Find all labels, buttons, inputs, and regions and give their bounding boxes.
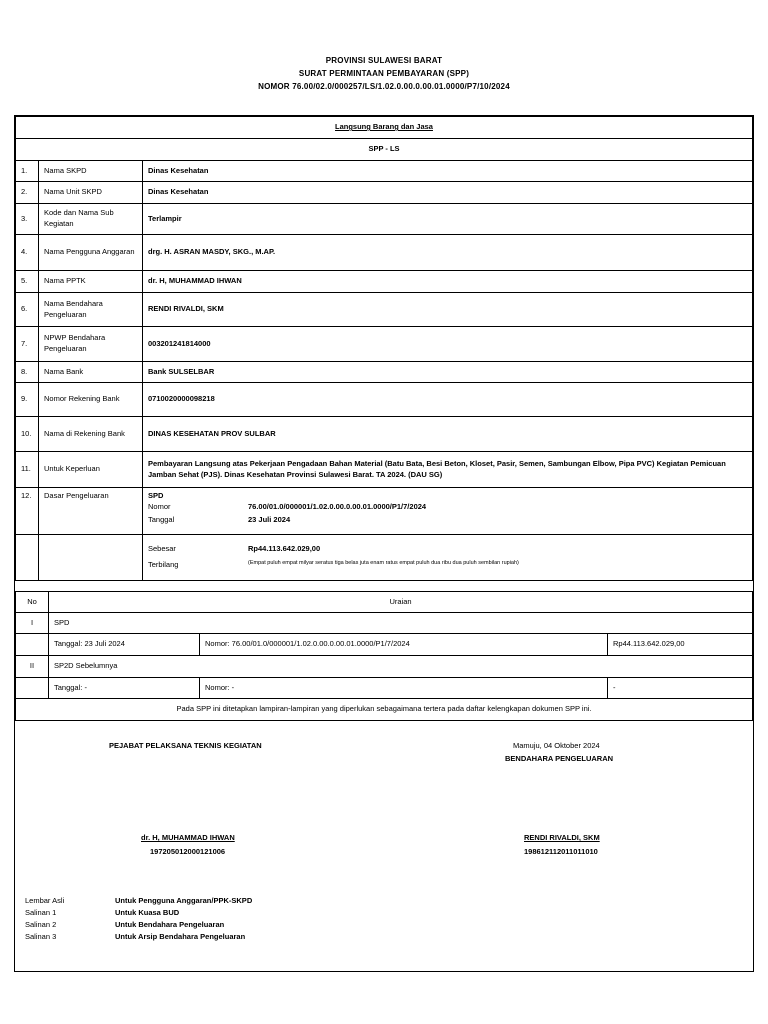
copy-purpose: Untuk Arsip Bendahara Pengeluaran (115, 932, 246, 941)
copy-label: Lembar Asli (25, 896, 65, 905)
copy-label: Salinan 2 (25, 920, 57, 929)
header-number: NOMOR 76.00/02.0/000257/LS/1.02.0.00.0.00.01.0000/P7/10/2024 (258, 82, 510, 91)
spd-nomor-value: 76.00/01.0/000001/1.02.0.00.0.00.01.0000/P1/7/2024 (248, 501, 427, 511)
row-label: Nama Unit SKPD (39, 182, 143, 204)
dasar-pengeluaran-row (16, 488, 753, 535)
row-number: 1. (16, 161, 39, 182)
doc-subtitle: SPP - LS (16, 139, 753, 161)
table-row (16, 362, 753, 383)
table-row (16, 613, 753, 634)
document-frame (14, 115, 754, 972)
row-value: DINAS KESEHATAN PROV SULBAR (143, 417, 753, 452)
place-date: Mamuju, 04 Oktober 2024 (513, 741, 600, 750)
row-value: Dinas Kesehatan (143, 182, 753, 204)
row-number: 7. (16, 327, 39, 362)
sebesar-value: Rp44.113.642.029,00 (248, 544, 321, 554)
spd-tanggal-value: 23 Juli 2024 (248, 514, 291, 524)
table-row (16, 383, 753, 417)
spd-tanggal-label: Tanggal (148, 514, 175, 524)
left-signatory-name: dr. H, MUHAMMAD IHWAN (141, 833, 235, 842)
copy-label: Salinan 3 (25, 932, 57, 941)
table-row (16, 204, 753, 235)
row-label: Nomor Rekening Bank (39, 383, 143, 417)
row-label: Nama SKPD (39, 161, 143, 182)
table-row (16, 417, 753, 452)
spd-nomor: Nomor: 76.00/01.0/000001/1.02.0.00.0.00.01.0000/P1/7/2024 (200, 634, 608, 656)
copy-purpose: Untuk Kuasa BUD (115, 908, 180, 917)
row-value: dr. H, MUHAMMAD IHWAN (143, 271, 753, 293)
header-title: SURAT PERMINTAAN PEMBAYARAN (SPP) (298, 69, 470, 78)
table-row (16, 452, 753, 488)
section-number: II (16, 656, 49, 678)
table-row (16, 271, 753, 293)
table-row (16, 293, 753, 327)
header-province: PROVINSI SULAWESI BARAT (325, 56, 443, 65)
row-label: Dasar Pengeluaran (39, 488, 143, 535)
spd-tanggal: Tanggal: 23 Juli 2024 (49, 634, 200, 656)
row-number: 8. (16, 362, 39, 383)
table-row (16, 182, 753, 204)
copy-distribution (25, 896, 252, 941)
uraian-table (15, 591, 753, 721)
row-label: Nama di Rekening Bank (39, 417, 143, 452)
table-row (16, 161, 753, 182)
row-value: drg. H. ASRAN MASDY, SKG., M.AP. (143, 235, 753, 271)
column-header-no: No (16, 592, 49, 613)
row-number: 4. (16, 235, 39, 271)
doc-type-title: Langsung Barang dan Jasa (16, 117, 753, 139)
right-signatory-title: BENDAHARA PENGELUARAN (505, 754, 614, 763)
row-number: 5. (16, 271, 39, 293)
spd-nomor-label: Nomor (148, 501, 171, 511)
sp2d-amount: - (608, 678, 753, 699)
table-row (16, 634, 753, 656)
table-row (16, 656, 753, 678)
column-header-uraian: Uraian (49, 592, 753, 613)
row-number: 9. (16, 383, 39, 417)
copy-label: Salinan 1 (25, 908, 57, 917)
copy-purpose: Untuk Bendahara Pengeluaran (115, 920, 225, 929)
row-number: 12. (16, 488, 39, 535)
sp2d-nomor: Nomor: - (200, 678, 608, 699)
spd-amount: Rp44.113.642.029,00 (608, 634, 753, 656)
row-label: Nama PPTK (39, 271, 143, 293)
row-label: Untuk Keperluan (39, 452, 143, 488)
copy-purpose: Untuk Pengguna Anggaran/PPK-SKPD (115, 896, 253, 905)
row-label: Nama Pengguna Anggaran (39, 235, 143, 271)
row-number: 6. (16, 293, 39, 327)
table-row (16, 678, 753, 699)
row-value: Pembayaran Langsung atas Pekerjaan Pengadaan Bahan Material (Batu Bata, Besi Beton, Kloset, Pasir, Semen, Sambungan Elbow, Pipa PVC) Kegiatan Pemicuan Jamban Sehat (PJS). Dinas Kesehatan Provinsi Sulawesi Barat. TA 2024. (DAU SG) (143, 452, 753, 488)
row-label: Nama Bank (39, 362, 143, 383)
left-signatory-title: PEJABAT PELAKSANA TEKNIS KEGIATAN (109, 741, 262, 750)
amount-row (16, 535, 753, 581)
row-value: 0710020000098218 (143, 383, 753, 417)
row-label: Nama Bendahara Pengeluaran (39, 293, 143, 327)
section-label: SP2D Sebelumnya (49, 656, 753, 678)
row-value: RENDI RIVALDI, SKM (143, 293, 753, 327)
row-number: 10. (16, 417, 39, 452)
row-value: Dinas Kesehatan (143, 161, 753, 182)
row-value: Terlampir (143, 204, 753, 235)
row-value: Bank SULSELBAR (143, 362, 753, 383)
row-number: 2. (16, 182, 39, 204)
section-label: SPD (49, 613, 753, 634)
table-row (16, 235, 753, 271)
row-label: Kode dan Nama Sub Kegiatan (39, 204, 143, 235)
row-number: 11. (16, 452, 39, 488)
spd-label: SPD (148, 491, 164, 500)
row-number: 3. (16, 204, 39, 235)
sp2d-tanggal: Tanggal: - (49, 678, 200, 699)
right-signatory-name: RENDI RIVALDI, SKM (524, 833, 600, 842)
row-label: NPWP Bendahara Pengeluaran (39, 327, 143, 362)
row-value: 003201241814000 (143, 327, 753, 362)
table-row (16, 327, 753, 362)
left-signatory-nip: 197205012000121006 (150, 847, 226, 856)
right-signatory-nip: 198612112011011010 (524, 847, 598, 856)
terbilang-value: (Empat puluh empat milyar seratus tiga belas juta enam ratus empat puluh dua ribu dua puluh sembilan rupiah) (248, 560, 519, 566)
attachment-note: Pada SPP ini ditetapkan lampiran-lampiran yang diperlukan sebagaimana tertera pada daftar kelengkapan dokumen SPP ini. (16, 699, 753, 721)
sebesar-label: Sebesar (148, 544, 176, 554)
section-number: I (16, 613, 49, 634)
terbilang-label: Terbilang (148, 560, 179, 569)
spp-info-table (15, 116, 753, 581)
